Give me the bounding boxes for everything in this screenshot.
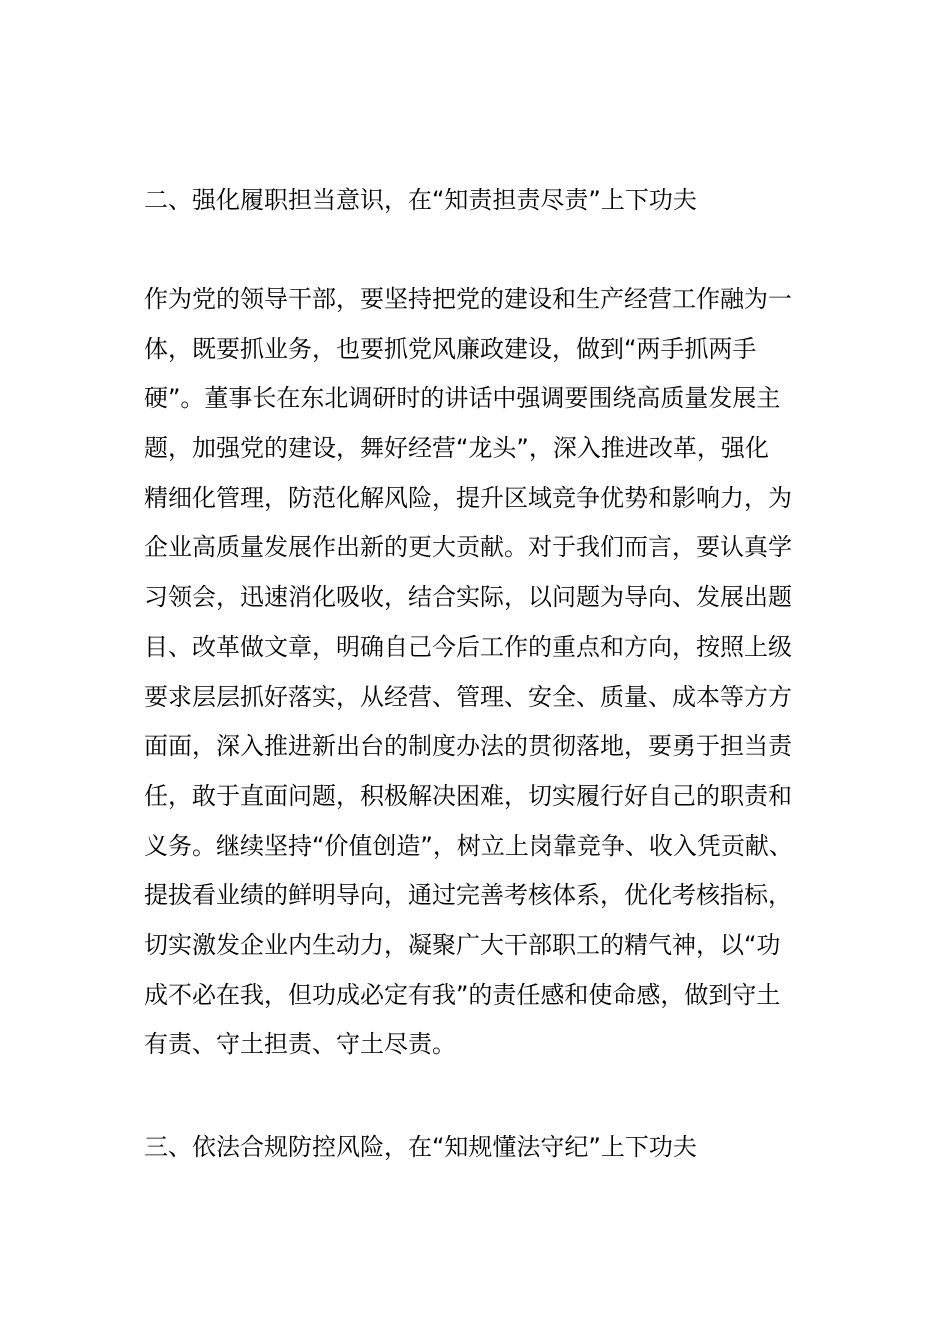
section-2-paragraph	[144, 275, 820, 1070]
paragraph-line: 提拔看业绩的鲜明导向，通过完善考核体系，优化考核指标，	[144, 881, 792, 910]
paragraph-line: 目、改革做文章，明确自己今后工作的重点和方向，按照上级	[144, 632, 792, 661]
paragraph-line: 切实激发企业内生动力，凝聚广大干部职工的精气神，以“功	[144, 930, 781, 959]
paragraph-line: 硬”。董事长在东北调研时的讲话中强调要围绕高质量发展主	[144, 384, 781, 413]
paragraph-line: 体，既要抓业务，也要抓党风廉政建设，做到“两手抓两手	[144, 334, 757, 363]
paragraph-line: 企业高质量发展作出新的更大贡献。对于我们而言，要认真学	[144, 533, 792, 562]
paragraph-line: 题，加强党的建设，舞好经营“龙头”，深入推进改革，强化	[144, 434, 769, 463]
section-heading-3: 三、依法合规防控风险，在“知规懂法守纪”上下功夫	[144, 1133, 697, 1161]
paragraph-line: 要求层层抓好落实，从经营、管理、安全、质量、成本等方方	[144, 682, 792, 711]
paragraph-line: 精细化管理，防范化解风险，提升区域竞争优势和影响力，为	[144, 483, 792, 512]
paragraph-line: 成不必在我，但功成必定有我”的责任感和使命感，做到守土	[144, 980, 781, 1009]
paragraph-line: 习领会，迅速消化吸收，结合实际，以问题为导向、发展出题	[144, 583, 792, 612]
paragraph-line: 义务。继续坚持“价值创造”，树立上岗靠竞争、收入凭贡献、	[144, 831, 793, 860]
section-heading-2: 二、强化履职担当意识，在“知责担责尽责”上下功夫	[144, 186, 697, 214]
paragraph-line: 面面，深入推进新出台的制度办法的贯彻落地，要勇于担当责	[144, 732, 792, 761]
paragraph-line: 有责、守土担责、守土尽责。	[144, 1030, 456, 1059]
paragraph-line: 作为党的领导干部，要坚持把党的建设和生产经营工作融为一	[144, 285, 792, 313]
paragraph-line: 任，敢于直面问题，积极解决困难，切实履行好自己的职责和	[144, 781, 792, 810]
